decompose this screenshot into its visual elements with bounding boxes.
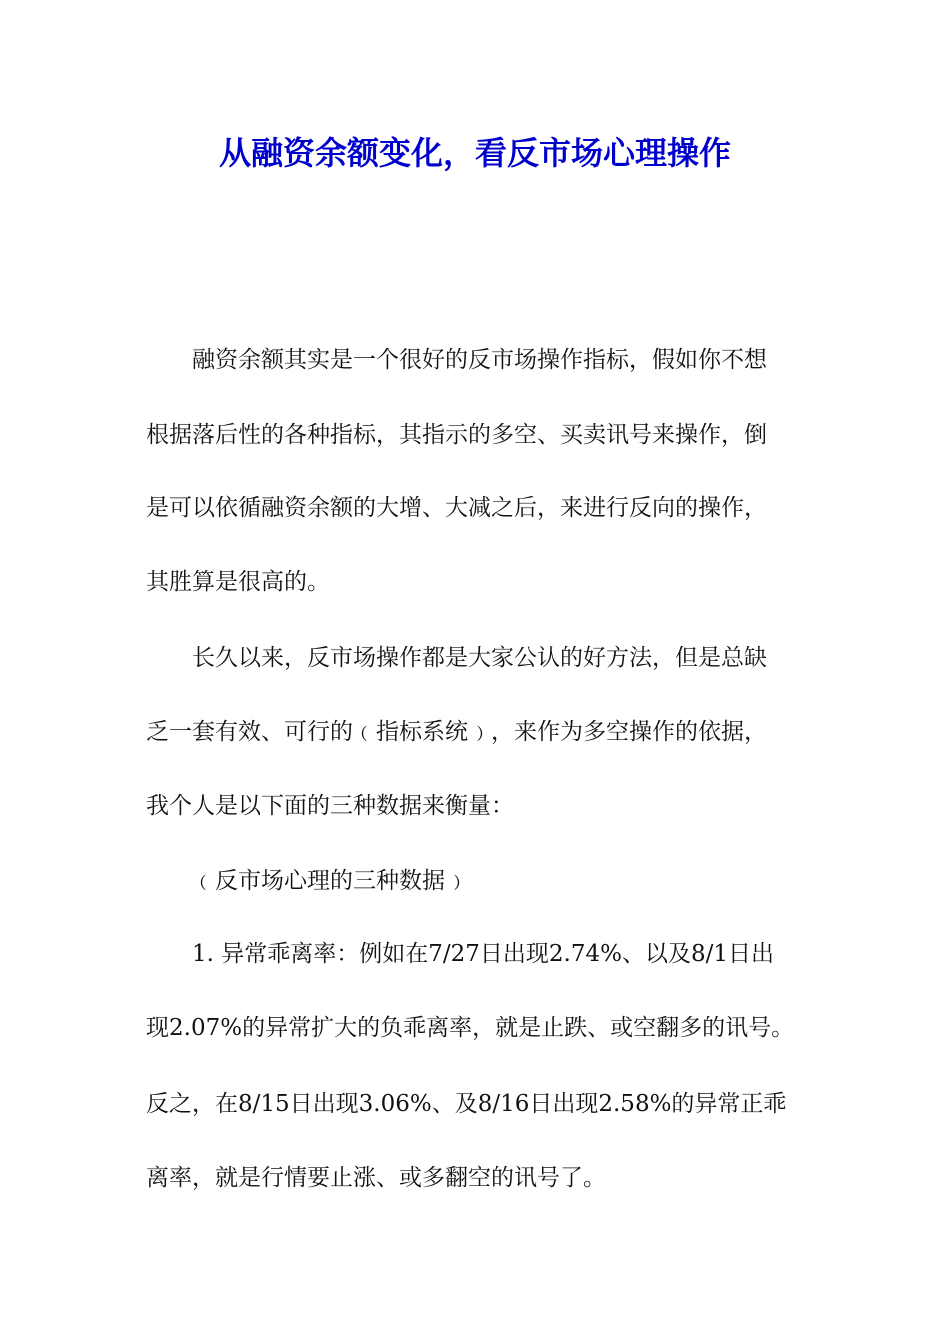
paragraph-1-line-3: 是可以依循融资余额的大增、大减之后，来进行反向的操作， xyxy=(146,495,767,521)
section-heading: ﹙反市场心理的三种数据﹚ xyxy=(192,868,468,894)
list-item-1-line-3: 反之，在8/15日出现3.06%、及8/16日出现2.58%的异常正乖 xyxy=(146,1091,787,1117)
paragraph-1-line-4: 其胜算是很高的。 xyxy=(146,569,330,595)
list-item-1-line-1: 1. 异常乖离率：例如在7/27日出现2.74%、以及8/1日出 xyxy=(192,941,774,967)
list-item-1-line-4: 离率，就是行情要止涨、或多翻空的讯号了。 xyxy=(146,1165,606,1191)
paragraph-2-line-1: 长久以来，反市场操作都是大家公认的好方法，但是总缺 xyxy=(192,645,767,671)
paragraph-2-line-3: 我个人是以下面的三种数据来衡量： xyxy=(146,793,514,819)
list-item-1-line-2: 现2.07%的异常扩大的负乖离率，就是止跌、或空翻多的讯号。 xyxy=(146,1015,795,1041)
paragraph-1-line-1: 融资余额其实是一个很好的反市场操作指标，假如你不想 xyxy=(192,347,767,373)
paragraph-1-line-2: 根据落后性的各种指标，其指示的多空、买卖讯号来操作，倒 xyxy=(146,422,767,448)
document-title: 从融资余额变化，看反市场心理操作 xyxy=(218,134,731,172)
paragraph-2-line-2: 乏一套有效、可行的﹙指标系统﹚，来作为多空操作的依据， xyxy=(146,719,767,745)
